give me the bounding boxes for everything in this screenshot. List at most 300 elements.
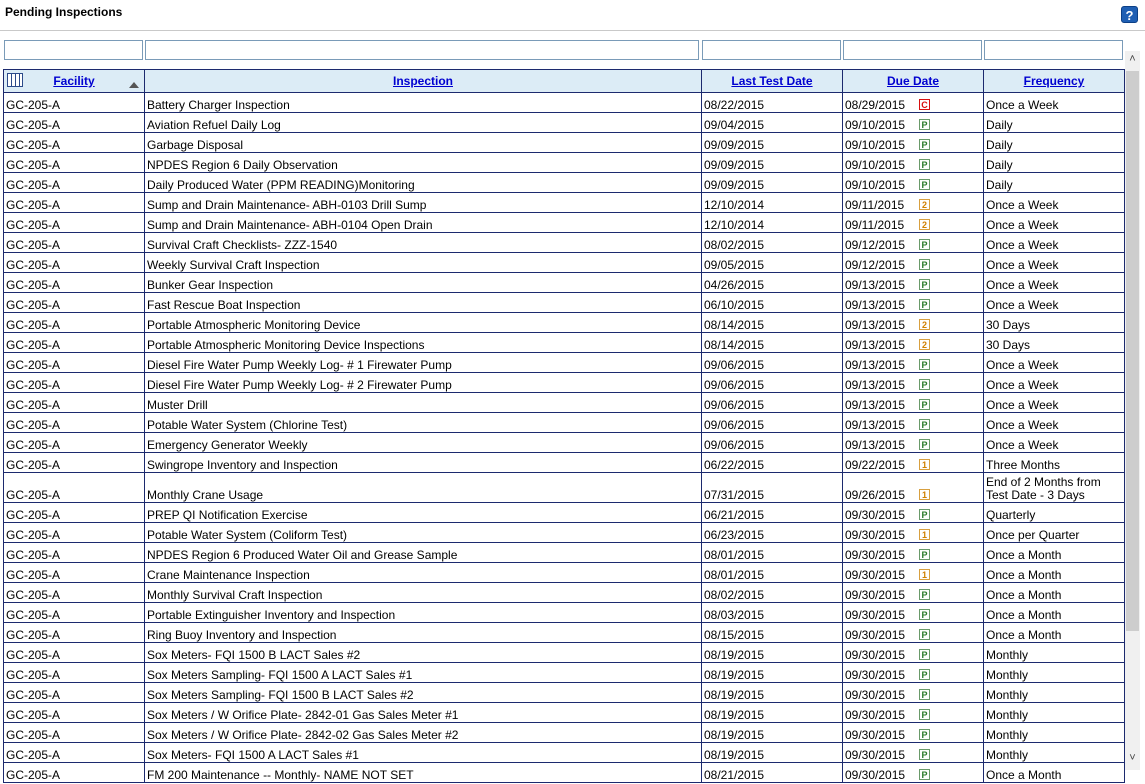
status-badge-icon: P — [919, 649, 930, 660]
status-badge-icon: 2 — [919, 199, 930, 210]
due-date-cell — [843, 683, 984, 703]
status-badge-icon: P — [919, 769, 930, 780]
scroll-down-icon[interactable]: ˅ — [1129, 752, 1136, 764]
due-date-cell — [843, 433, 984, 453]
frequency-filter-input[interactable] — [984, 40, 1123, 60]
status-badge-icon: P — [919, 399, 930, 410]
table-row[interactable] — [4, 373, 1125, 393]
status-badge-icon: P — [919, 709, 930, 720]
status-badge-icon: P — [919, 119, 930, 130]
last-test-date-cell: 08/01/2015 — [702, 563, 843, 583]
table-row[interactable] — [4, 433, 1125, 453]
due-date-value: 09/30/2015 — [845, 568, 906, 582]
due-date-cell — [843, 543, 984, 563]
facility-cell: GC-205-A — [4, 503, 145, 523]
status-badge-icon: P — [919, 629, 930, 640]
due-date-value: 09/13/2015 — [845, 358, 906, 372]
table-row[interactable] — [4, 663, 1125, 683]
frequency-cell: Once a Week — [984, 213, 1125, 233]
due-date-value: 09/13/2015 — [845, 378, 906, 392]
due-date-value: 09/13/2015 — [845, 278, 906, 292]
due-date-cell — [843, 393, 984, 413]
frequency-cell: Once a Week — [984, 93, 1125, 113]
inspection-cell: Potable Water System (Chlorine Test) — [145, 413, 702, 433]
last-test-date-cell: 08/22/2015 — [702, 93, 843, 113]
due-date-cell — [843, 503, 984, 523]
table-row[interactable] — [4, 273, 1125, 293]
facility-cell: GC-205-A — [4, 623, 145, 643]
facility-cell: GC-205-A — [4, 193, 145, 213]
status-badge-icon: P — [919, 589, 930, 600]
inspection-cell: Aviation Refuel Daily Log — [145, 113, 702, 133]
facility-cell: GC-205-A — [4, 333, 145, 353]
status-badge-icon: 1 — [919, 569, 930, 580]
inspection-cell: NPDES Region 6 Produced Water Oil and Grease Sample — [145, 543, 702, 563]
last-test-date-cell: 09/06/2015 — [702, 393, 843, 413]
table-row[interactable] — [4, 723, 1125, 743]
frequency-cell: Daily — [984, 133, 1125, 153]
due-date-value: 09/13/2015 — [845, 398, 906, 412]
inspection-cell: Sox Meters Sampling- FQI 1500 A LACT Sales #1 — [145, 663, 702, 683]
frequency-cell: Once a Month — [984, 623, 1125, 643]
frequency-cell: Once a Week — [984, 413, 1125, 433]
scroll-up-icon[interactable]: ˄ — [1129, 53, 1136, 65]
due-date-cell — [843, 523, 984, 543]
facility-cell: GC-205-A — [4, 233, 145, 253]
table-row[interactable] — [4, 503, 1125, 523]
due-date-cell — [843, 413, 984, 433]
inspection-cell: Swingrope Inventory and Inspection — [145, 453, 702, 473]
frequency-cell: Daily — [984, 113, 1125, 133]
due-date-cell — [843, 173, 984, 193]
title-bar — [0, 0, 1145, 31]
facility-cell: GC-205-A — [4, 663, 145, 683]
facility-cell: GC-205-A — [4, 743, 145, 763]
due-date-cell — [843, 313, 984, 333]
due-date-cell — [843, 743, 984, 763]
inspection-cell: PREP QI Notification Exercise — [145, 503, 702, 523]
due-date-sort-link[interactable]: Due Date — [886, 74, 939, 88]
inspection-cell: Emergency Generator Weekly — [145, 433, 702, 453]
table-row[interactable] — [4, 603, 1125, 623]
due-date-value: 09/30/2015 — [845, 668, 906, 682]
facility-cell: GC-205-A — [4, 373, 145, 393]
facility-cell: GC-205-A — [4, 353, 145, 373]
last-test-date-cell: 09/09/2015 — [702, 153, 843, 173]
facility-cell: GC-205-A — [4, 93, 145, 113]
inspection-cell: Diesel Fire Water Pump Weekly Log- # 2 Firewater Pump — [145, 373, 702, 393]
due-date-cell — [843, 563, 984, 583]
last-test-date-cell: 08/19/2015 — [702, 743, 843, 763]
status-badge-icon: P — [919, 179, 930, 190]
inspection-cell: Sump and Drain Maintenance- ABH-0103 Drill Sump — [145, 193, 702, 213]
last-test-date-cell: 08/19/2015 — [702, 683, 843, 703]
due-date-value: 09/12/2015 — [845, 258, 906, 272]
facility-cell: GC-205-A — [4, 293, 145, 313]
status-badge-icon: P — [919, 239, 930, 250]
table-row[interactable] — [4, 133, 1125, 153]
last-test-date-cell: 12/10/2014 — [702, 193, 843, 213]
status-badge-icon: 1 — [919, 489, 930, 500]
facility-cell: GC-205-A — [4, 643, 145, 663]
facility-cell: GC-205-A — [4, 413, 145, 433]
due-date-cell — [843, 253, 984, 273]
table-row[interactable] — [4, 93, 1125, 113]
table-row[interactable] — [4, 193, 1125, 213]
last-test-date-cell: 09/06/2015 — [702, 353, 843, 373]
facility-cell: GC-205-A — [4, 763, 145, 783]
facility-cell: GC-205-A — [4, 473, 145, 503]
inspection-cell: Muster Drill — [145, 393, 702, 413]
due-date-cell — [843, 353, 984, 373]
due-date-filter-input[interactable] — [843, 40, 982, 60]
status-badge-icon: P — [919, 379, 930, 390]
due-date-value: 09/30/2015 — [845, 548, 906, 562]
filter-row — [0, 39, 1126, 63]
frequency-cell: Once a Week — [984, 373, 1125, 393]
due-date-value: 09/30/2015 — [845, 648, 906, 662]
frequency-column-header — [984, 70, 1125, 93]
due-date-value: 09/13/2015 — [845, 298, 906, 312]
inspection-cell: FM 200 Maintenance -- Monthly- NAME NOT SET — [145, 763, 702, 783]
inspection-cell: Sox Meters- FQI 1500 B LACT Sales #2 — [145, 643, 702, 663]
last-test-date-cell: 09/09/2015 — [702, 173, 843, 193]
vertical-scrollbar[interactable] — [1125, 51, 1140, 770]
facility-cell: GC-205-A — [4, 273, 145, 293]
table-row[interactable] — [4, 153, 1125, 173]
table-row[interactable] — [4, 293, 1125, 313]
frequency-cell: Once a Month — [984, 543, 1125, 563]
frequency-cell: Once a Month — [984, 763, 1125, 783]
inspection-cell: Portable Atmospheric Monitoring Device Inspections — [145, 333, 702, 353]
last-test-date-sort-link[interactable]: Last Test Date — [731, 74, 813, 88]
last-test-date-cell: 08/03/2015 — [702, 603, 843, 623]
due-date-value: 09/30/2015 — [845, 508, 906, 522]
frequency-cell: Once a Month — [984, 563, 1125, 583]
due-date-cell — [843, 233, 984, 253]
facility-column-header — [4, 70, 145, 93]
due-date-cell — [843, 723, 984, 743]
frequency-cell: 30 Days — [984, 333, 1125, 353]
last-test-date-cell: 06/10/2015 — [702, 293, 843, 313]
due-date-value: 09/30/2015 — [845, 748, 906, 762]
due-date-cell — [843, 703, 984, 723]
due-date-cell — [843, 133, 984, 153]
frequency-cell: Once a Week — [984, 353, 1125, 373]
due-date-value: 09/13/2015 — [845, 418, 906, 432]
inspection-cell: Survival Craft Checklists- ZZZ-1540 — [145, 233, 702, 253]
page-title: Pending Inspections — [5, 5, 123, 19]
inspection-cell: Monthly Crane Usage — [145, 473, 702, 503]
frequency-cell: Once a Week — [984, 273, 1125, 293]
inspection-cell: Fast Rescue Boat Inspection — [145, 293, 702, 313]
frequency-cell: Quarterly — [984, 503, 1125, 523]
due-date-value: 09/30/2015 — [845, 688, 906, 702]
inspection-cell: Sox Meters Sampling- FQI 1500 B LACT Sales #2 — [145, 683, 702, 703]
facility-cell: GC-205-A — [4, 433, 145, 453]
due-date-value: 09/10/2015 — [845, 158, 906, 172]
frequency-cell: Once a Week — [984, 253, 1125, 273]
table-row[interactable] — [4, 473, 1125, 503]
last-test-date-cell: 08/14/2015 — [702, 333, 843, 353]
facility-cell: GC-205-A — [4, 133, 145, 153]
status-badge-icon: P — [919, 439, 930, 450]
frequency-cell: Daily — [984, 173, 1125, 193]
status-badge-icon: C — [919, 99, 930, 110]
inspection-cell: Sox Meters / W Orifice Plate- 2842-02 Gas Sales Meter #2 — [145, 723, 702, 743]
last-test-date-cell: 08/19/2015 — [702, 703, 843, 723]
due-date-cell — [843, 333, 984, 353]
due-date-column-header — [843, 70, 984, 93]
due-date-value: 09/26/2015 — [845, 488, 906, 502]
facility-cell: GC-205-A — [4, 683, 145, 703]
last-test-date-cell: 09/05/2015 — [702, 253, 843, 273]
status-badge-icon: 2 — [919, 319, 930, 330]
last-test-date-cell: 08/19/2015 — [702, 723, 843, 743]
due-date-value: 09/11/2015 — [845, 218, 905, 232]
due-date-cell — [843, 153, 984, 173]
status-badge-icon: P — [919, 299, 930, 310]
due-date-cell — [843, 473, 984, 503]
table-row[interactable] — [4, 703, 1125, 723]
last-test-date-cell: 08/01/2015 — [702, 543, 843, 563]
status-badge-icon: P — [919, 259, 930, 270]
table-row[interactable] — [4, 563, 1125, 583]
facility-cell: GC-205-A — [4, 523, 145, 543]
due-date-cell — [843, 453, 984, 473]
facility-cell: GC-205-A — [4, 313, 145, 333]
frequency-sort-link[interactable]: Frequency — [1023, 74, 1085, 88]
status-badge-icon: 2 — [919, 339, 930, 350]
status-badge-icon: P — [919, 749, 930, 760]
inspection-cell: Potable Water System (Coliform Test) — [145, 523, 702, 543]
due-date-value: 09/30/2015 — [845, 608, 906, 622]
last-test-date-cell: 06/23/2015 — [702, 523, 843, 543]
last-test-date-cell: 09/06/2015 — [702, 373, 843, 393]
inspection-filter-input[interactable] — [145, 40, 699, 60]
status-badge-icon: P — [919, 729, 930, 740]
inspection-column-header — [145, 70, 702, 93]
frequency-cell: Monthly — [984, 723, 1125, 743]
frequency-cell: Once a Week — [984, 193, 1125, 213]
table-row[interactable] — [4, 623, 1125, 643]
inspection-cell: Garbage Disposal — [145, 133, 702, 153]
facility-cell: GC-205-A — [4, 543, 145, 563]
facility-filter-input[interactable] — [4, 40, 143, 60]
frequency-cell: Once a Month — [984, 603, 1125, 623]
frequency-cell: Once a Week — [984, 393, 1125, 413]
due-date-cell — [843, 643, 984, 663]
table-row[interactable] — [4, 173, 1125, 193]
due-date-cell — [843, 373, 984, 393]
inspection-cell: Portable Atmospheric Monitoring Device — [145, 313, 702, 333]
due-date-value: 09/30/2015 — [845, 708, 906, 722]
status-badge-icon: 2 — [919, 219, 930, 230]
frequency-cell: Monthly — [984, 743, 1125, 763]
frequency-cell: Once a Week — [984, 233, 1125, 253]
due-date-value: 09/30/2015 — [845, 528, 906, 542]
inspection-sort-link[interactable]: Inspection — [392, 74, 453, 88]
due-date-cell — [843, 113, 984, 133]
last-test-date-column-header — [702, 70, 843, 93]
table-row[interactable] — [4, 393, 1125, 413]
frequency-cell: Monthly — [984, 643, 1125, 663]
last-test-date-cell: 04/26/2015 — [702, 273, 843, 293]
facility-cell: GC-205-A — [4, 173, 145, 193]
table-row[interactable] — [4, 543, 1125, 563]
inspection-cell: Battery Charger Inspection — [145, 93, 702, 113]
status-badge-icon: P — [919, 159, 930, 170]
due-date-value: 09/30/2015 — [845, 768, 906, 782]
help-button[interactable]: ? — [1121, 6, 1138, 23]
last-test-date-filter-input[interactable] — [702, 40, 841, 60]
last-test-date-cell: 06/22/2015 — [702, 453, 843, 473]
table-row[interactable] — [4, 763, 1125, 783]
last-test-date-cell: 08/15/2015 — [702, 623, 843, 643]
last-test-date-cell: 07/31/2015 — [702, 473, 843, 503]
due-date-cell — [843, 763, 984, 783]
inspection-cell: Sox Meters- FQI 1500 A LACT Sales #1 — [145, 743, 702, 763]
facility-cell: GC-205-A — [4, 583, 145, 603]
table-row[interactable] — [4, 453, 1125, 473]
due-date-value: 09/13/2015 — [845, 318, 906, 332]
table-row[interactable] — [4, 233, 1125, 253]
frequency-cell: Monthly — [984, 663, 1125, 683]
frequency-cell: Monthly — [984, 683, 1125, 703]
last-test-date-cell: 12/10/2014 — [702, 213, 843, 233]
table-header-row — [4, 70, 1125, 93]
last-test-date-cell: 08/19/2015 — [702, 663, 843, 683]
frequency-cell: Once a Month — [984, 583, 1125, 603]
due-date-cell — [843, 603, 984, 623]
frequency-cell: Monthly — [984, 703, 1125, 723]
facility-sort-link[interactable]: Facility — [53, 74, 95, 88]
status-badge-icon: P — [919, 419, 930, 430]
frequency-cell: Once a Week — [984, 293, 1125, 313]
due-date-value: 09/10/2015 — [845, 118, 906, 132]
scrollbar-thumb[interactable] — [1126, 71, 1139, 631]
due-date-cell — [843, 623, 984, 643]
facility-cell: GC-205-A — [4, 563, 145, 583]
due-date-cell — [843, 583, 984, 603]
table-row[interactable] — [4, 353, 1125, 373]
due-date-value: 09/10/2015 — [845, 138, 906, 152]
status-badge-icon: P — [919, 669, 930, 680]
table-row[interactable] — [4, 743, 1125, 763]
last-test-date-cell: 06/21/2015 — [702, 503, 843, 523]
due-date-value: 09/30/2015 — [845, 588, 906, 602]
column-chooser-icon[interactable] — [7, 73, 23, 87]
table-row[interactable] — [4, 253, 1125, 273]
table-row[interactable] — [4, 523, 1125, 543]
status-badge-icon: P — [919, 609, 930, 620]
inspection-cell: Diesel Fire Water Pump Weekly Log- # 1 Firewater Pump — [145, 353, 702, 373]
table-row[interactable] — [4, 333, 1125, 353]
inspection-cell: Monthly Survival Craft Inspection — [145, 583, 702, 603]
due-date-cell — [843, 213, 984, 233]
inspections-table — [3, 69, 1125, 783]
table-row[interactable] — [4, 683, 1125, 703]
status-badge-icon: P — [919, 279, 930, 290]
due-date-cell — [843, 273, 984, 293]
inspection-cell: Bunker Gear Inspection — [145, 273, 702, 293]
last-test-date-cell: 08/19/2015 — [702, 643, 843, 663]
frequency-cell: End of 2 Months from Test Date - 3 Days — [984, 473, 1125, 503]
table-row[interactable] — [4, 643, 1125, 663]
frequency-cell: 30 Days — [984, 313, 1125, 333]
due-date-value: 09/13/2015 — [845, 438, 906, 452]
last-test-date-cell: 09/06/2015 — [702, 433, 843, 453]
frequency-cell: Daily — [984, 153, 1125, 173]
table-row[interactable] — [4, 113, 1125, 133]
due-date-cell — [843, 663, 984, 683]
due-date-cell — [843, 293, 984, 313]
frequency-cell: Once per Quarter — [984, 523, 1125, 543]
inspection-cell: Ring Buoy Inventory and Inspection — [145, 623, 702, 643]
due-date-value: 09/22/2015 — [845, 458, 906, 472]
facility-cell: GC-205-A — [4, 113, 145, 133]
status-badge-icon: P — [919, 549, 930, 560]
last-test-date-cell: 09/06/2015 — [702, 413, 843, 433]
facility-cell: GC-205-A — [4, 453, 145, 473]
last-test-date-cell: 08/21/2015 — [702, 763, 843, 783]
inspection-cell: Crane Maintenance Inspection — [145, 563, 702, 583]
table-row[interactable] — [4, 413, 1125, 433]
due-date-value: 09/11/2015 — [845, 198, 905, 212]
table-row[interactable] — [4, 213, 1125, 233]
due-date-value: 09/10/2015 — [845, 178, 906, 192]
due-date-cell — [843, 93, 984, 113]
inspection-cell: Sump and Drain Maintenance- ABH-0104 Open Drain — [145, 213, 702, 233]
due-date-value: 09/30/2015 — [845, 628, 906, 642]
due-date-cell — [843, 193, 984, 213]
table-row[interactable] — [4, 583, 1125, 603]
status-badge-icon: P — [919, 689, 930, 700]
inspection-cell: NPDES Region 6 Daily Observation — [145, 153, 702, 173]
status-badge-icon: 1 — [919, 529, 930, 540]
status-badge-icon: P — [919, 359, 930, 370]
due-date-value: 09/30/2015 — [845, 728, 906, 742]
table-body — [4, 93, 1125, 783]
last-test-date-cell: 08/14/2015 — [702, 313, 843, 333]
due-date-value: 08/29/2015 — [845, 98, 906, 112]
frequency-cell: Three Months — [984, 453, 1125, 473]
last-test-date-cell: 09/04/2015 — [702, 113, 843, 133]
sort-ascending-icon — [129, 82, 139, 88]
status-badge-icon: P — [919, 139, 930, 150]
last-test-date-cell: 09/09/2015 — [702, 133, 843, 153]
facility-cell: GC-205-A — [4, 723, 145, 743]
facility-cell: GC-205-A — [4, 393, 145, 413]
facility-cell: GC-205-A — [4, 703, 145, 723]
inspection-cell: Weekly Survival Craft Inspection — [145, 253, 702, 273]
facility-cell: GC-205-A — [4, 153, 145, 173]
inspection-cell: Portable Extinguisher Inventory and Inspection — [145, 603, 702, 623]
status-badge-icon: 1 — [919, 459, 930, 470]
inspection-cell: Sox Meters / W Orifice Plate- 2842-01 Gas Sales Meter #1 — [145, 703, 702, 723]
facility-cell: GC-205-A — [4, 253, 145, 273]
facility-cell: GC-205-A — [4, 603, 145, 623]
facility-cell: GC-205-A — [4, 213, 145, 233]
last-test-date-cell: 08/02/2015 — [702, 233, 843, 253]
due-date-value: 09/12/2015 — [845, 238, 906, 252]
status-badge-icon: P — [919, 509, 930, 520]
due-date-value: 09/13/2015 — [845, 338, 906, 352]
table-row[interactable] — [4, 313, 1125, 333]
last-test-date-cell: 08/02/2015 — [702, 583, 843, 603]
frequency-cell: Once a Week — [984, 433, 1125, 453]
inspection-cell: Daily Produced Water (PPM READING)Monitoring — [145, 173, 702, 193]
